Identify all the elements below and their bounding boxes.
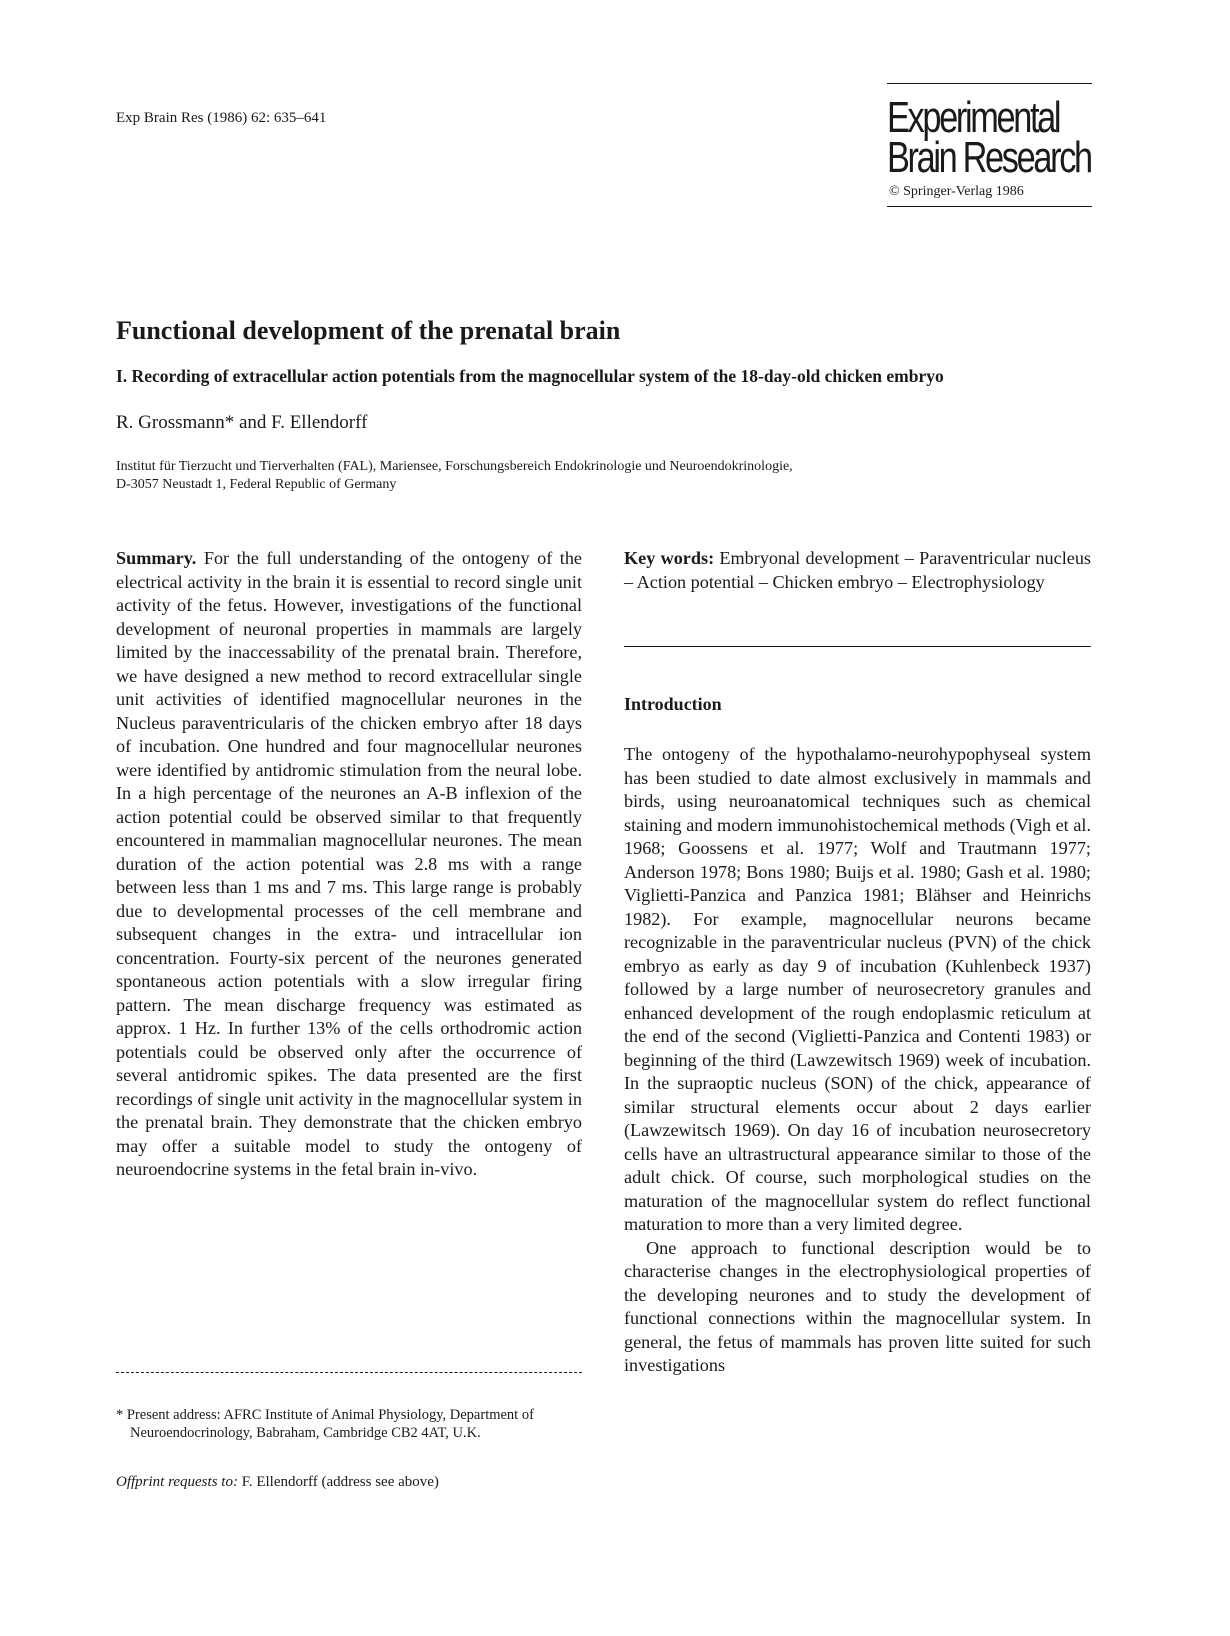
- keywords-text: Embryonal development – Paraventricular nucleus – Action potential – Chicken embryo – Electrophysiology: [624, 548, 1091, 592]
- footnote: [116, 1406, 582, 1442]
- section-divider: [624, 646, 1091, 647]
- keywords-heading: Key words:: [624, 548, 715, 568]
- article-title: Functional development of the prenatal brain: [116, 316, 621, 345]
- offprint-requests: [116, 1474, 439, 1491]
- copyright-line: © Springer-Verlag 1986: [889, 184, 1024, 199]
- introduction-paragraph-1: The ontogeny of the hypothalamo-neurohypophyseal system has been studied to date almost exclusively in mammals and birds, using neuroanatomical techniques such as chemical staining and modern immunohistochemical methods (Vigh et al. 1968; Goossens et al. 1977; Wolf and Trautmann 1977; Anderson 1978; Bons 1980; Buijs et al. 1980; Gash et al. 1980; Viglietti-Panzica and Panzica 1981; Blähser and Heinrichs 1982). For example, magnocellular neurons became recognizable in the paraventricular nucleus (PVN) of the chick embryo as early as day 9 of incubation (Kuhlenbeck 1937) followed by a large number of neurosecretory granules and enhanced development of the rough endoplasmic reticulum at the end of the second (Viglietti-Panzica and Contenti 1983) or beginning of the third (Lawzewitsch 1969) week of incubation. In the supraoptic nucleus (SON) of the chick, appearance of similar structural elements occur about 2 days earlier (Lawzewitsch 1969). On day 16 of incubation neurosecretory cells have an ultrastructural appearance similar to those of the adult chick. Of course, such morphological studies on the maturation of the magnocellular system do reflect functional maturation to more than a very limited degree.: [624, 744, 1091, 1234]
- footnote-text: * Present address: AFRC Institute of Animal Physiology, Department of Neuroendocrinology, Babraham, Cambridge CB2 4AT, U.K.: [116, 1407, 534, 1441]
- introduction-heading: Introduction: [624, 694, 722, 714]
- footnote-divider: [116, 1372, 582, 1373]
- logo-rule-bottom: [887, 206, 1092, 207]
- summary-section: [116, 547, 582, 1182]
- authors: R. Grossmann* and F. Ellendorff: [116, 412, 368, 433]
- journal-name: [887, 93, 1091, 182]
- journal-name-line2: Brain Research: [887, 133, 1091, 182]
- journal-logo: [887, 83, 1092, 207]
- summary-text: For the full understanding of the ontogeny of the electrical activity in the brain it is essential to record single unit activity of the fetus. However, investigations of the functional development of neuronal properties in mammals are largely limited by the inaccessability of the prenatal brain. Therefore, we have designed a new method to record extracellular single unit activities of identified magnocellular neurones in the Nucleus paraventricularis of the chicken embryo after 18 days of incubation. One hundred and four magnocellular neurones were identified by antidromic stimulation from the neural lobe. In a high percentage of the neurones an A-B inflexion of the action potential could be observed similar to that frequently encountered in mammalian magnocellular neurones. The mean duration of the action potential was 2.8 ms with a range between less than 1 ms and 7 ms. This large range is probably due to developmental processes of the cell membrane and subsequent changes in the extra- und intracellular ion concentration. Fourty-six percent of the neurones generated spontaneous action potentials with a slow irregular firing pattern. The mean discharge frequency was estimated as approx. 1 Hz. In further 13% of the cells orthodromic action potentials could be observed only after the occurrence of several antidromic spikes. The data presented are the first recordings of single unit activity in the magnocellular system in the prenatal brain. They demonstrate that the chicken embryo may offer a suitable model to study the ontogeny of neuroendocrine systems in the fetal brain in-vivo.: [116, 548, 582, 1179]
- journal-name-line1: Experimental: [887, 93, 1060, 142]
- affiliation-line2: D-3057 Neustadt 1, Federal Republic of Germany: [116, 477, 397, 492]
- introduction-body: [624, 743, 1091, 1378]
- introduction-paragraph-2: One approach to functional description would be to characterise changes in the electrophysiological properties of the developing neurones and to study the development of functional connections within the magnocellular system. In general, the fetus of mammals has proven litte suited for such investigations: [624, 1237, 1091, 1375]
- keywords-section: [624, 547, 1091, 594]
- summary-heading: Summary.: [116, 548, 197, 568]
- article-subtitle: I. Recording of extracellular action potentials from the magnocellular system of the 18-day-old chicken embryo: [116, 366, 944, 386]
- offprint-label: Offprint requests to:: [116, 1474, 238, 1490]
- affiliation: [116, 458, 1016, 494]
- logo-rule-top: [887, 83, 1092, 84]
- affiliation-line1: Institut für Tierzucht und Tierverhalten (FAL), Mariensee, Forschungsbereich Endokrinologie und Neuroendokrinologie,: [116, 459, 793, 474]
- offprint-text: F. Ellendorff (address see above): [241, 1474, 439, 1490]
- journal-citation: Exp Brain Res (1986) 62: 635–641: [116, 110, 327, 126]
